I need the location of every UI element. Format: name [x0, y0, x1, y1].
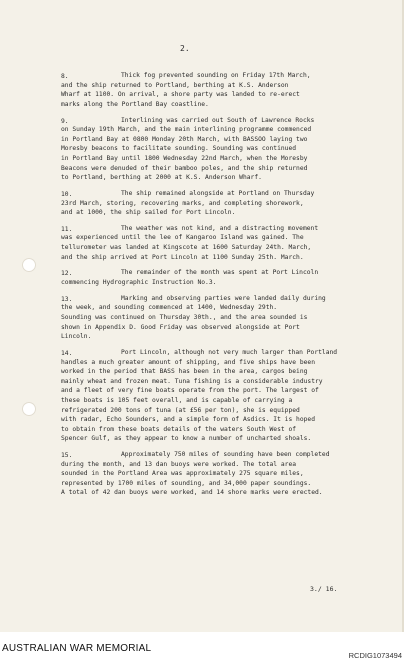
paragraph-line: Thick fog prevented sounding on Friday 17th March,	[121, 72, 311, 79]
paragraph-line: Approximately 750 miles of sounding have been completed	[121, 451, 330, 459]
paragraph-line: tellurometer was landed at Kingscote at 1600 Saturday 24th. March,	[61, 244, 312, 252]
punch-hole	[22, 402, 36, 416]
paragraph-line: represented by 1700 miles of sounding, and 34,000 paper soundings.	[61, 479, 312, 487]
paragraph-line: and the ship arrived at Port Lincoln at 1100 Sunday 25th. March.	[61, 253, 304, 261]
paragraph-line: Port Lincoln, although not very much larger than Portland	[121, 348, 338, 356]
paragraph-line: and the ship returned to Portland, berthing at K.S. Anderson	[61, 81, 289, 89]
punch-hole	[22, 258, 36, 272]
paragraph-line: Marking and observing parties were landed daily during	[121, 294, 326, 302]
paragraph-number: 8.	[61, 73, 69, 80]
paragraph-line: Sounding was continued on Thursday 30th., and the area sounded is	[61, 314, 308, 321]
paragraph	[61, 348, 395, 444]
paragraph-line: in Portland Bay at 0800 Monday 20th March, with BASSOO laying two	[61, 135, 308, 143]
paragraph-line: was experienced until the lee of Kangaroo Island was gained. The	[61, 234, 304, 242]
paragraph	[61, 189, 395, 218]
paragraph	[61, 268, 395, 287]
paragraph-line: Wharf at 1100. On arrival, a shore party was landed to re-erect	[61, 91, 300, 99]
paragraph-line: The remainder of the month was spent at Port Lincoln	[121, 269, 319, 277]
paragraph-number: 15.	[61, 452, 73, 460]
paragraph	[61, 224, 395, 262]
paragraph-line: Spencer Gulf, as they appear to know a number of uncharted shoals.	[61, 435, 312, 443]
institution-credit: AUSTRALIAN WAR MEMORIAL	[2, 643, 152, 654]
paragraph-line: in Portland Bay until 1800 Wednesday 22nd March, when the Moresby	[61, 154, 308, 162]
paragraph-line: shown in Appendix D. Good Friday was observed alongside at Port	[61, 323, 300, 331]
paragraph-line: to obtain from these boats details of the waters South West of	[61, 425, 297, 433]
paragraph	[61, 450, 395, 498]
paragraph-line: Lincoln.	[61, 333, 92, 341]
paragraph-line: A total of 42 dan buoys were worked, and 14 shore marks were erected.	[61, 489, 323, 497]
paragraph-number: 9.	[61, 117, 69, 125]
paragraph-line: and at 1000, the ship sailed for Port Lincoln.	[61, 209, 236, 217]
paragraph-line: 23rd March, storing, recovering marks, and completing shorework,	[61, 199, 304, 207]
paragraph-line: on Sunday 19th March, and the main interlining programme commenced	[61, 126, 312, 134]
paragraph	[61, 294, 395, 342]
paragraph-line: The weather was not kind, and a distracting movement	[121, 224, 319, 232]
paragraph-line: during the month, and 13 dan buoys were worked. The total area	[61, 460, 297, 468]
paragraph	[61, 71, 395, 109]
paragraph-line: sounded in the Portland Area was approximately 275 square miles,	[61, 470, 304, 478]
paragraph-number: 13.	[61, 295, 73, 303]
paragraph-line: Moresby beacons to facilitate sounding. Sounding was continued	[61, 145, 297, 153]
paragraph-number: 11.	[61, 225, 73, 233]
paragraph-line: these boats is 105 feet overall, and is capable of carrying a	[61, 396, 293, 404]
paragraph-line: Interlining was carried out South of Lawrence Rocks	[121, 116, 315, 124]
paragraph-line: with radar, Echo Sounders, and a simple form of Asdics. It is hoped	[61, 416, 316, 424]
paragraph-line: and a fleet of very fine boats operate from the port. The largest of	[61, 387, 319, 395]
paragraph-number: 14.	[61, 349, 73, 357]
paragraph-line: worked in the period that BASS has been in the area, cargos being	[61, 368, 308, 376]
paragraph-number: 10.	[61, 190, 73, 198]
paragraph	[61, 116, 395, 183]
paragraph-line: to Portland, berthing at 2000 at K.S. Anderson Wharf.	[61, 174, 262, 182]
record-id: RCDIG1073494	[348, 651, 402, 660]
paragraph-line: commencing Hydrographic Instruction No.3.	[61, 279, 217, 287]
paragraph-line: The ship remained alongside at Portland on Thursday	[121, 189, 315, 197]
paragraph-line: handles a much greater amount of shipping, and five ships have been	[61, 358, 316, 366]
continuation-marker: 3./ 16.	[310, 585, 338, 593]
paragraph-number: 12.	[61, 270, 73, 278]
paragraph-line: marks along the Portland Bay coastline.	[61, 100, 209, 108]
paragraph-line: mainly wheat and frozen meat. Tuna fishing is a considerable industry	[61, 377, 323, 385]
page-number: 2.	[180, 44, 190, 53]
paragraph-line: refrigerated 200 tons of tuna (at £56 per ton), she is equipped	[61, 406, 300, 414]
document-body	[61, 71, 395, 504]
paragraph-line: the week, and sounding commenced at 1400, Wednesday 29th.	[61, 304, 278, 312]
paragraph-line: Beacons were denuded of their bamboo poles, and the ship returned	[61, 164, 308, 172]
